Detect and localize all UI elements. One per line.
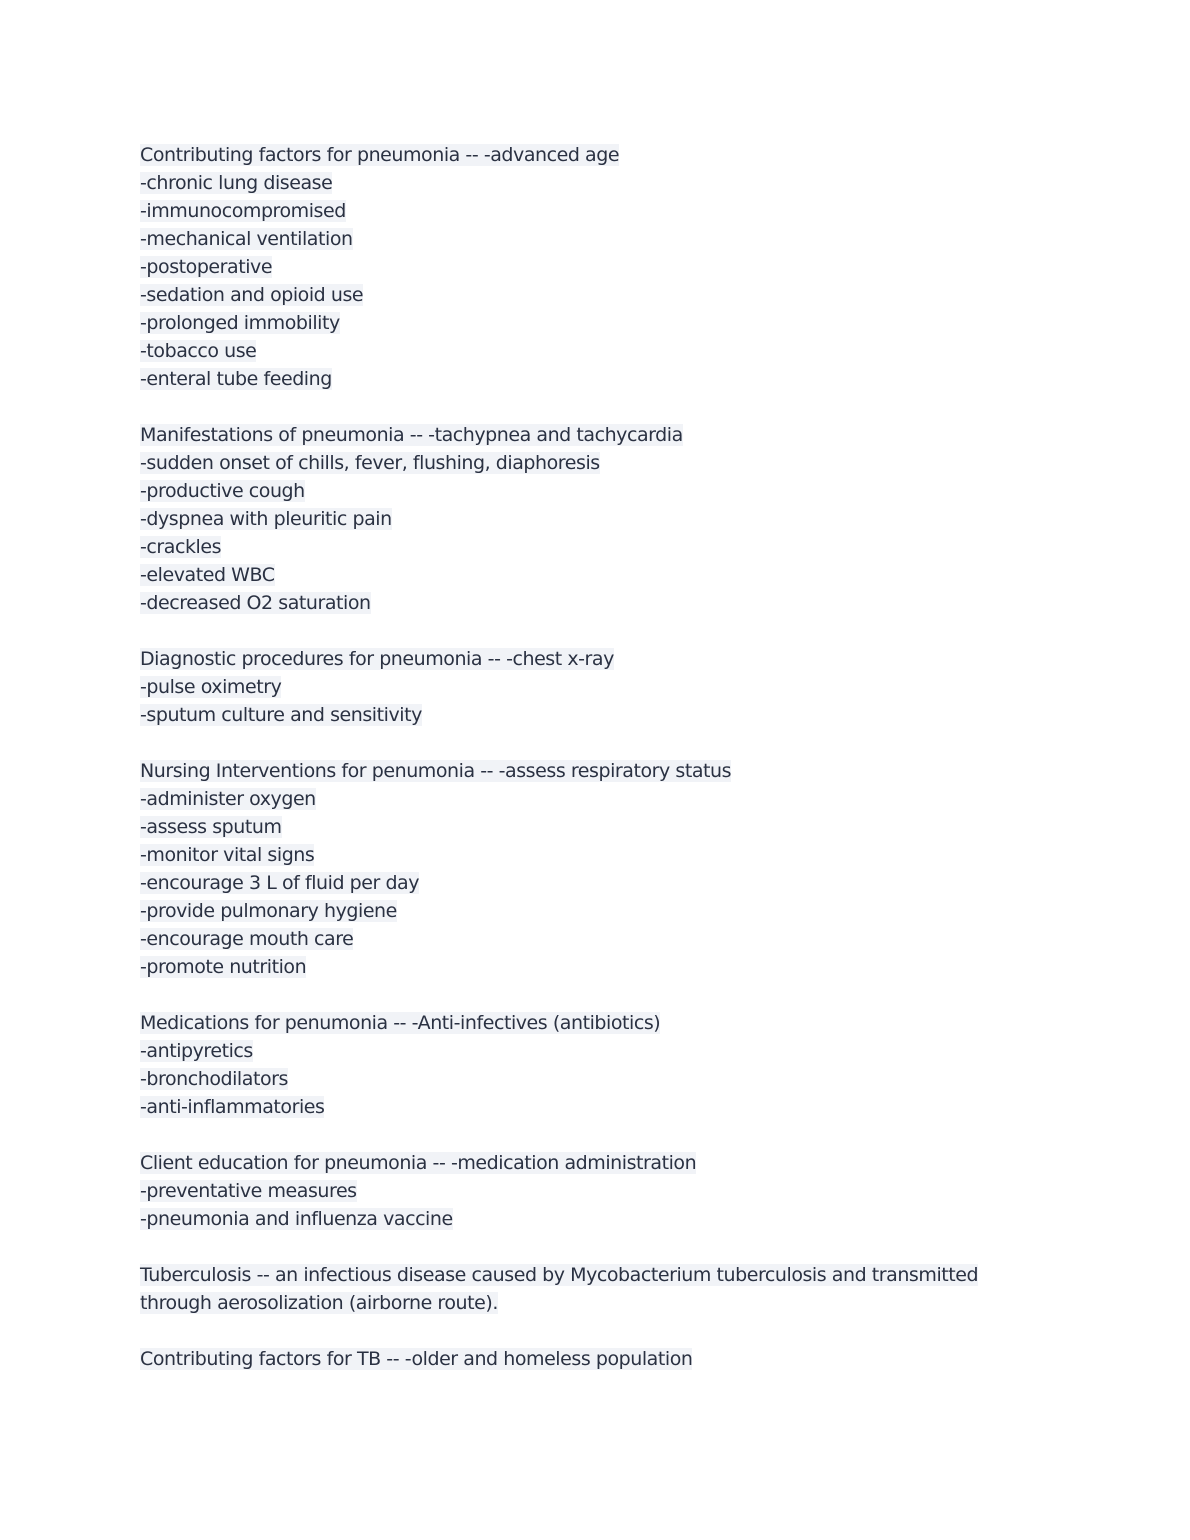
list-item: -encourage 3 L of fluid per day [140,872,420,894]
list-item: -pneumonia and influenza vaccine [140,1208,453,1230]
list-item: -productive cough [140,480,305,502]
list-item: -postoperative [140,256,273,278]
list-item: -elevated WBC [140,564,275,586]
section-pneumonia-diagnostics [140,645,1040,729]
list-item: -prolonged immobility [140,312,340,334]
list-item: -preventative measures [140,1180,357,1202]
list-item: -anti-inflammatories [140,1096,325,1118]
section-tb-contributing-factors [140,1345,1040,1373]
card-term: Client education for pneumonia -- -medication administration [140,1152,697,1174]
list-item: -dyspnea with pleuritic pain [140,508,392,530]
card-term: Nursing Interventions for penumonia -- -assess respiratory status [140,760,732,782]
list-item: -enteral tube feeding [140,368,332,390]
card-term: Tuberculosis -- an infectious disease caused by Mycobacterium tuberculosis and transmitted [140,1264,979,1286]
card-term: Diagnostic procedures for pneumonia -- -chest x-ray [140,648,614,670]
card-term: Manifestations of pneumonia -- -tachypnea and tachycardia [140,424,683,446]
definition-continuation: through aerosolization (airborne route). [140,1292,498,1314]
list-item: -crackles [140,536,222,558]
card-term: Contributing factors for pneumonia -- -advanced age [140,144,620,166]
study-notes [140,141,1040,1401]
section-pneumonia-nursing-interventions [140,757,1040,981]
section-pneumonia-client-education [140,1149,1040,1233]
section-pneumonia-medications [140,1009,1040,1121]
list-item: -mechanical ventilation [140,228,353,250]
list-item: -assess sputum [140,816,282,838]
list-item: -monitor vital signs [140,844,315,866]
list-item: -promote nutrition [140,956,307,978]
list-item: -sputum culture and sensitivity [140,704,422,726]
section-pneumonia-manifestations [140,421,1040,617]
card-term: Medications for penumonia -- -Anti-infectives (antibiotics) [140,1012,661,1034]
list-item: -pulse oximetry [140,676,282,698]
list-item: -antipyretics [140,1040,253,1062]
section-pneumonia-contributing-factors [140,141,1040,393]
list-item: -decreased O2 saturation [140,592,371,614]
list-item: -encourage mouth care [140,928,354,950]
section-tuberculosis-definition [140,1261,1040,1317]
list-item: -sedation and opioid use [140,284,364,306]
card-term: Contributing factors for TB -- -older and homeless population [140,1348,693,1370]
list-item: -provide pulmonary hygiene [140,900,397,922]
list-item: -chronic lung disease [140,172,333,194]
list-item: -administer oxygen [140,788,316,810]
list-item: -sudden onset of chills, fever, flushing, diaphoresis [140,452,600,474]
list-item: -immunocompromised [140,200,346,222]
list-item: -bronchodilators [140,1068,288,1090]
list-item: -tobacco use [140,340,257,362]
